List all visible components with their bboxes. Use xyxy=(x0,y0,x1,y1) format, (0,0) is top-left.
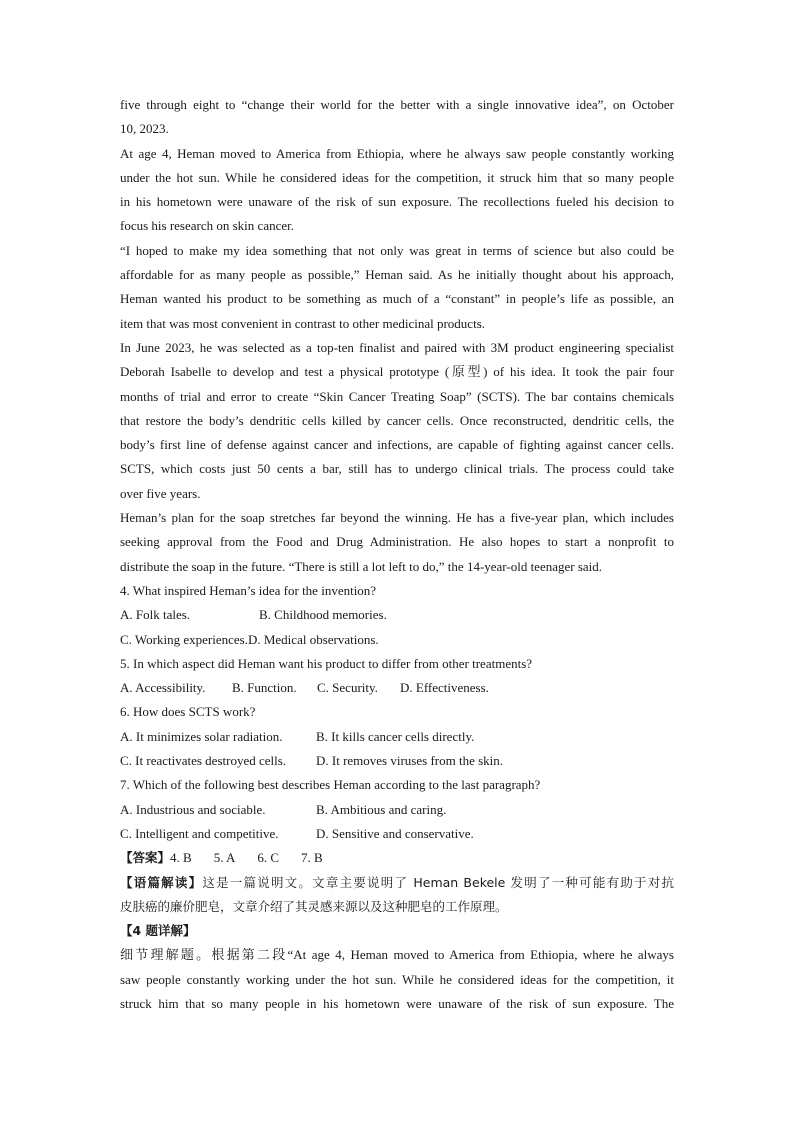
question-stem: 6. How does SCTS work? xyxy=(120,704,256,720)
text-line: focus his research on skin cancer. xyxy=(120,218,294,234)
text-line: in his hometown were unaware of the risk of sun exposure. The recollections fueled his decision to xyxy=(120,194,674,210)
option-c[interactable]: C. Intelligent and competitive. xyxy=(120,825,279,841)
text-line: SCTS, which costs just 50 cents a bar, still has to undergo clinical trials. The process could take xyxy=(120,461,674,477)
question-stem: 4. What inspired Heman’s idea for the invention? xyxy=(120,582,377,598)
text-line: 皮肤癌的廉价肥皂，文章介绍了其灵感来源以及这种肥皂的工作原理。 xyxy=(120,898,508,914)
detail-heading: 【4 题详解】 xyxy=(120,923,196,939)
text-line: Deborah Isabelle to develop and test a physical prototype (原型) of his idea. It took the pair four xyxy=(120,364,674,380)
text-line: At age 4, Heman moved to America from Ethiopia, where he always saw people constantly working xyxy=(120,145,674,161)
question-6 xyxy=(120,700,674,773)
answer-label: 【答案】 xyxy=(120,850,171,866)
option-b[interactable]: B. It kills cancer cells directly. xyxy=(316,728,475,744)
options-row xyxy=(120,725,674,749)
option-b[interactable]: B. Function. xyxy=(232,680,297,696)
paragraph-3 xyxy=(120,336,674,506)
question-stem: 7. Which of the following best describes Heman according to the last paragraph? xyxy=(120,777,541,793)
options-row xyxy=(120,798,674,822)
answer-5: 5. A xyxy=(213,850,236,866)
text-line: months of trial and error to create “Skin Cancer Treating Soap” (SCTS). The bar contains chemicals xyxy=(120,388,674,404)
text-line: “I hoped to make my idea something that not only was great in terms of science but also could be xyxy=(120,242,674,258)
answer-key xyxy=(120,846,674,870)
option-b[interactable]: B. Ambitious and caring. xyxy=(316,801,447,817)
text-line: over five years. xyxy=(120,485,201,501)
interpretation-section xyxy=(120,871,674,920)
text-line: affordable for as many people as possible,” Heman said. As he initially thought about his approach, xyxy=(120,267,674,283)
question-5 xyxy=(120,652,674,701)
option-d[interactable]: D. Effectiveness. xyxy=(400,680,489,696)
paragraph-1 xyxy=(120,142,674,239)
interpretation-label: 【语篇解读】 xyxy=(120,874,203,890)
text-line: saw people constantly working under the hot sun. While he considered ideas for the competition, it xyxy=(120,971,674,987)
options-row xyxy=(120,749,674,773)
interpretation-text: 这是一篇说明文。文章主要说明了 Heman Bekele 发明了一种可能有助于对抗 xyxy=(202,874,674,890)
options-row xyxy=(120,603,674,627)
text-line: struck him that so many people in his hometown were unaware of the risk of sun exposure. The xyxy=(120,995,674,1011)
option-b[interactable]: B. Childhood memories. xyxy=(259,607,387,623)
text-line: distribute the soap in the future. “There is still a lot left to do,” the 14-year-old teenager said. xyxy=(120,558,603,574)
text-line: seeking approval from the Food and Drug Administration. He also hopes to start a nonprofit to xyxy=(120,534,674,550)
answer-6: 6. C xyxy=(257,850,280,866)
option-a[interactable]: A. Folk tales. xyxy=(120,607,191,623)
question-7 xyxy=(120,773,674,846)
answer-4: 4. B xyxy=(170,850,192,866)
option-c[interactable]: C. It reactivates destroyed cells. xyxy=(120,753,287,769)
text-line: five through eight to “change their world for the better with a single innovative idea”, on October xyxy=(120,97,674,112)
text-line: body’s first line of defense against cancer and infections, are capable of fighting against cancer cells. xyxy=(120,437,674,453)
paragraph-2 xyxy=(120,239,674,336)
text-line: Heman wanted his product to be something as much of a “constant” in people’s life as possible, an xyxy=(120,291,674,307)
option-a[interactable]: A. Industrious and sociable. xyxy=(120,801,266,817)
options-row xyxy=(120,676,674,700)
text-line: In June 2023, he was selected as a top-ten finalist and paired with 3M product engineering specialist xyxy=(120,339,674,355)
text-line: under the hot sun. While he considered ideas for the competition, it struck him that so many people xyxy=(120,169,674,185)
paragraph-0 xyxy=(120,93,674,142)
paragraph-4 xyxy=(120,506,674,579)
option-a[interactable]: A. It minimizes solar radiation. xyxy=(120,728,283,744)
text-line: Heman’s plan for the soap stretches far beyond the winning. He has a five-year plan, which includes xyxy=(120,510,674,526)
option-c[interactable]: C. Working experiences. xyxy=(120,631,248,647)
option-c[interactable]: C. Security. xyxy=(317,680,378,696)
question-stem: 5. In which aspect did Heman want his product to differ from other treatments? xyxy=(120,655,533,671)
option-a[interactable]: A. Accessibility. xyxy=(120,680,206,696)
text-line: that restore the body’s dendritic cells killed by cancer cells. Once reconstructed, dendritic cells, the xyxy=(120,412,674,428)
text-line xyxy=(120,871,674,895)
document-page xyxy=(120,93,674,1016)
option-d[interactable]: D. Sensitive and conservative. xyxy=(316,825,474,841)
text-line: 10, 2023. xyxy=(120,121,169,137)
option-d[interactable]: D. It removes viruses from the skin. xyxy=(316,753,504,769)
options-row xyxy=(120,822,674,846)
text-line: 细节理解题。根据第二段“At age 4, Heman moved to America from Ethiopia, where he always xyxy=(120,947,674,963)
options-row xyxy=(120,628,674,652)
question-4 xyxy=(120,579,674,652)
answer-7: 7. B xyxy=(301,850,323,866)
text-line: item that was most convenient in contrast to other medicinal products. xyxy=(120,315,485,331)
detail-section xyxy=(120,943,674,1016)
option-d[interactable]: D. Medical observations. xyxy=(247,631,379,647)
